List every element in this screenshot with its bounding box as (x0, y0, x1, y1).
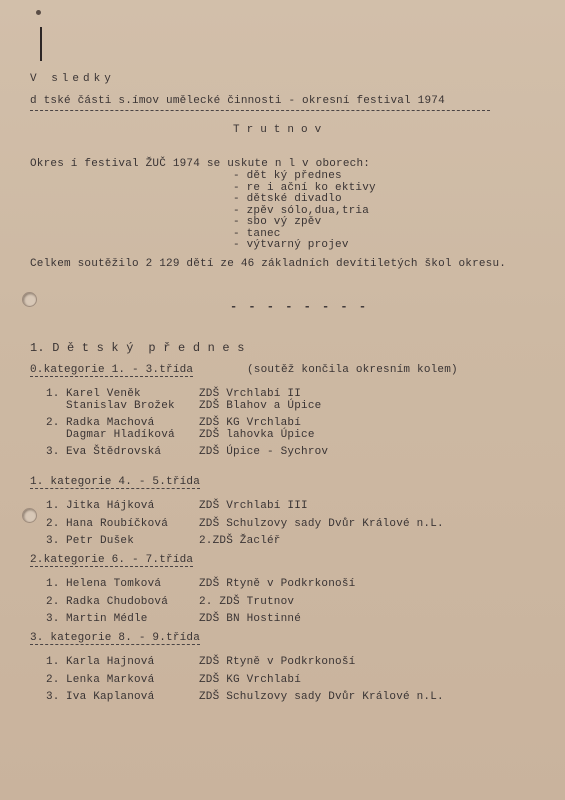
intro-lead: Okres í festival ŽUČ 1974 se uskute n l v oborech: (30, 158, 371, 170)
result-school: ZDŠ Schulzovy sady Dvůr Králové n.L. (199, 691, 444, 703)
result-school: ZDŠ Schulzovy sady Dvůr Králové n.L. (199, 517, 444, 530)
result-school: ZDŠ Vrchlabí III (199, 500, 308, 512)
result-rank: 2. (46, 417, 60, 429)
document-title: V sledky (30, 73, 115, 85)
result-rank: 1. (46, 500, 60, 512)
result-rank: 2. (46, 517, 60, 530)
result-name: Dagmar Hladíková (66, 428, 175, 441)
result-rank: 2. (46, 595, 60, 608)
result-rank: 3. (46, 613, 60, 625)
category-heading: 0.kategorie 1. - 3.třída (30, 364, 194, 376)
result-school: ZDŠ Blahov a Úpice (199, 399, 322, 412)
result-rank: 1. (46, 656, 60, 668)
result-name: Helena Tomková (66, 578, 162, 590)
result-rank: 1. (46, 388, 60, 400)
field-item: - sbo vý zpěv (233, 216, 322, 228)
result-rank: 3. (46, 535, 60, 547)
result-name: Eva Štědrovská (66, 446, 162, 458)
result-school: ZDŠ KG Vrchlabí (199, 417, 302, 429)
separator: - - - - - - - - (230, 300, 369, 314)
category-heading: 3. kategorie 8. - 9.třída (30, 632, 201, 644)
result-name: Martin Médle (66, 613, 148, 625)
margin-mark (40, 27, 42, 61)
result-name: Lenka Marková (66, 673, 155, 686)
result-name: Radka Machová (66, 417, 155, 429)
result-name: Jitka Hájková (66, 500, 155, 512)
field-item: - re i ační ko ektivy (233, 181, 376, 194)
field-item: - dět ký přednes (233, 170, 342, 182)
result-rank: 1. (46, 578, 60, 590)
result-school: ZDŠ Rtyně v Podkrkonoší (199, 656, 356, 668)
field-item: - dětské divadlo (233, 193, 342, 205)
result-school: ZDŠ lahovka Úpice (199, 428, 315, 441)
result-name: Iva Kaplanová (66, 691, 155, 703)
category-heading: 1. kategorie 4. - 5.třída (30, 476, 201, 488)
document-subtitle: d tské části s.ímov umělecké činnosti - okresní festival 1974 (30, 95, 445, 107)
result-name: Karla Hajnová (66, 656, 155, 668)
punch-hole-upper (22, 292, 37, 307)
field-item: - zpěv sólo,dua,tria (233, 204, 370, 217)
result-rank: 3. (46, 691, 60, 703)
result-name: Hana Roubíčková (66, 517, 169, 530)
result-rank: 3. (46, 446, 60, 458)
ink-spot (36, 10, 41, 15)
field-item: - výtvarný projev (233, 239, 349, 251)
result-school: ZDŠ KG Vrchlabí (199, 673, 302, 686)
result-school: 2.ZDŠ Žacléř (199, 535, 281, 547)
result-name: Karel Veněk (66, 388, 141, 400)
result-school: 2. ZDŠ Trutnov (199, 595, 295, 608)
section-title: 1. D ě t s k ý p ř e d n e s (30, 341, 245, 355)
city-heading: T r u t n o v (233, 124, 322, 136)
category-heading: 2.kategorie 6. - 7.třída (30, 554, 194, 566)
category-note: (soutěž končila okresním kolem) (247, 364, 458, 376)
punch-hole-lower (22, 508, 37, 523)
result-school: ZDŠ BN Hostinné (199, 613, 302, 625)
result-name: Petr Dušek (66, 535, 135, 547)
result-name: Stanislav Brožek (66, 399, 175, 412)
field-item: - tanec (233, 227, 281, 240)
result-school: ZDŠ Úpice - Sychrov (199, 446, 329, 458)
intro-total: Celkem soutěžilo 2 129 dětí ze 46 základních devítiletých škol okresu. (30, 258, 507, 270)
result-name: Radka Chudobová (66, 595, 169, 608)
result-school: ZDŠ Rtyně v Podkrkonoší (199, 578, 356, 590)
result-school: ZDŠ Vrchlabí II (199, 388, 302, 400)
result-rank: 2. (46, 673, 60, 686)
subtitle-underline (30, 110, 490, 111)
